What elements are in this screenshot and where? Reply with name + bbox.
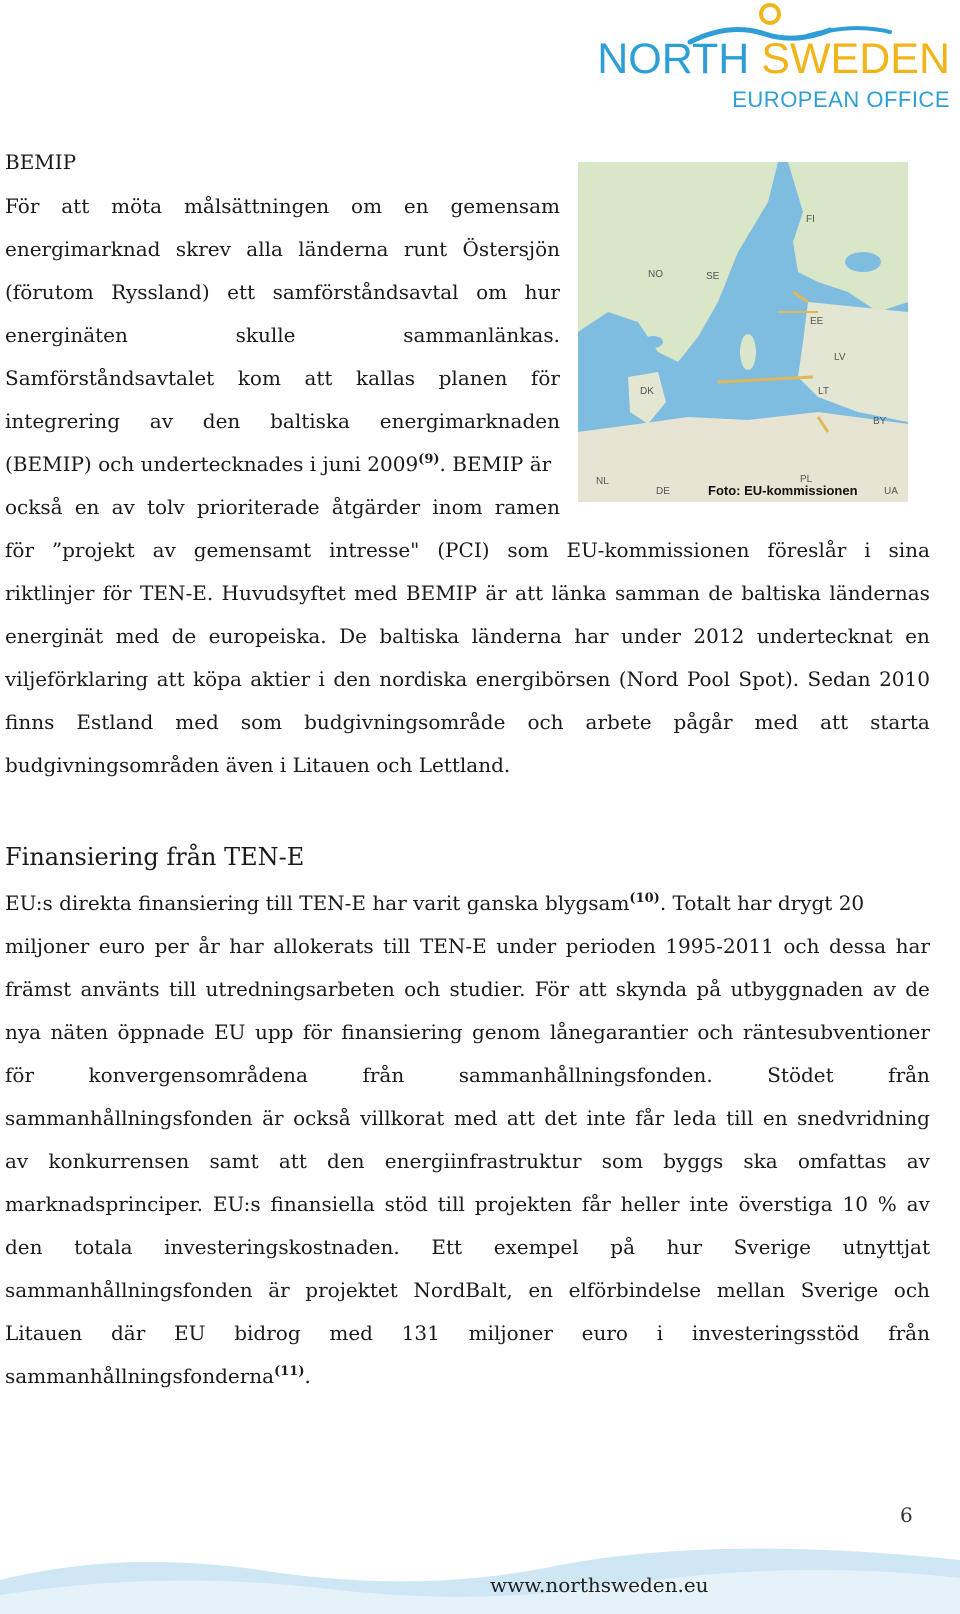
map-label: NL — [596, 476, 609, 487]
body-line: Samförståndsavtalet kom att kallas planen för — [5, 366, 560, 390]
body-line: För att möta målsättningen om en gemensam — [5, 194, 560, 218]
footnote-ref: (10) — [629, 891, 660, 906]
map-label: NO — [648, 269, 663, 280]
body-line: viljeförklaring att köpa aktier i den nordiska energibörsen (Nord Pool Spot). Sedan 2010 — [5, 667, 930, 691]
body-line: för ”projekt av gemensamt intresse" (PCI) som EU-kommissionen föreslår i sina — [5, 538, 930, 562]
section-heading-bemip: BEMIP — [5, 150, 77, 174]
body-line: också en av tolv prioriterade åtgärder inom ramen — [5, 495, 560, 519]
body-line: EU:s direkta finansiering till TEN-E har varit ganska blygsam$^{(10)}$. Totalt har drygt 20 — [5, 891, 865, 915]
logo-north-text: NORTH — [597, 35, 750, 83]
footnote-ref: (11) — [274, 1364, 305, 1379]
body-line: främst använts till utredningsarbeten och studier. För att skynda på utbyggnaden av de — [5, 977, 930, 1001]
map-label: SE — [706, 271, 720, 282]
logo-sweden-text: SWEDEN — [761, 35, 950, 83]
body-line: energimarknad skrev alla länderna runt Östersjön — [5, 237, 560, 261]
north-sweden-logo — [560, 0, 960, 115]
map-label: DE — [656, 486, 670, 497]
body-line: energinät med de europeiska. De baltiska länderna har under 2012 undertecknat en — [5, 624, 930, 648]
body-line: sammanhållningsfonden är projektet NordBalt, en elförbindelse mellan Sverige och — [5, 1278, 930, 1302]
body-line: sammanhållningsfonden är också villkorat med att det inte får leda till en snedvridning — [5, 1106, 930, 1130]
body-line: integrering av den baltiska energimarknaden — [5, 409, 560, 433]
logo-subtitle: EUROPEAN OFFICE — [732, 87, 950, 112]
map-label: EE — [810, 316, 824, 327]
body-line: av konkurrensen samt att den energiinfrastruktur som byggs ska omfattas av — [5, 1149, 930, 1173]
body-line: finns Estland med som budgivningsområde och arbete pågår med att starta — [5, 710, 930, 734]
map-label: DK — [640, 386, 654, 397]
map-label: PL — [800, 474, 813, 485]
body-line: energinäten skulle sammanlänkas. — [5, 323, 560, 347]
body-line: (förutom Ryssland) ett samförståndsavtal om hur — [5, 280, 560, 304]
map-label: BY — [873, 416, 887, 427]
section-heading-financing: Finansiering från TEN-E — [5, 843, 305, 871]
body-line: riktlinjer för TEN-E. Huvudsyftet med BEMIP är att länka samman de baltiska ländernas — [5, 581, 930, 605]
map-photo-credit: Foto: EU-kommissionen — [708, 483, 858, 498]
page-number: 6 — [900, 1503, 913, 1527]
body-line: Litauen där EU bidrog med 131 miljoner euro i investeringsstöd från — [5, 1321, 930, 1345]
map-label: FI — [806, 214, 815, 225]
map-label: UA — [884, 486, 898, 497]
footnote-ref: (9) — [418, 452, 440, 467]
baltic-energy-map — [578, 162, 908, 502]
body-line: nya näten öppnade EU upp för finansiering genom lånegarantier och räntesubventioner — [5, 1020, 930, 1044]
body-line: (BEMIP) och undertecknades i juni 2009$^{(9)}$. BEMIP är — [5, 452, 552, 476]
body-line: miljoner euro per år har allokerats till TEN-E under perioden 1995-2011 och dessa har — [5, 934, 930, 958]
body-line: sammanhållningsfonderna$^{(11)}$. — [5, 1364, 311, 1388]
body-line: för konvergensområdena från sammanhållningsfonden. Stödet från — [5, 1063, 930, 1087]
map-label: LV — [834, 352, 846, 363]
footer-wave-icon — [0, 1520, 960, 1614]
body-line: budgivningsområden även i Litauen och Lettland. — [5, 753, 511, 777]
footer-website-link[interactable]: www.northsweden.eu — [490, 1573, 709, 1597]
map-label: LT — [818, 386, 829, 397]
body-line: marknadsprinciper. EU:s finansiella stöd till projekten får heller inte överstiga 10 % av — [5, 1192, 930, 1216]
body-line: den totala investeringskostnaden. Ett exempel på hur Sverige utnyttjat — [5, 1235, 930, 1259]
baltic-map-image — [578, 162, 908, 502]
